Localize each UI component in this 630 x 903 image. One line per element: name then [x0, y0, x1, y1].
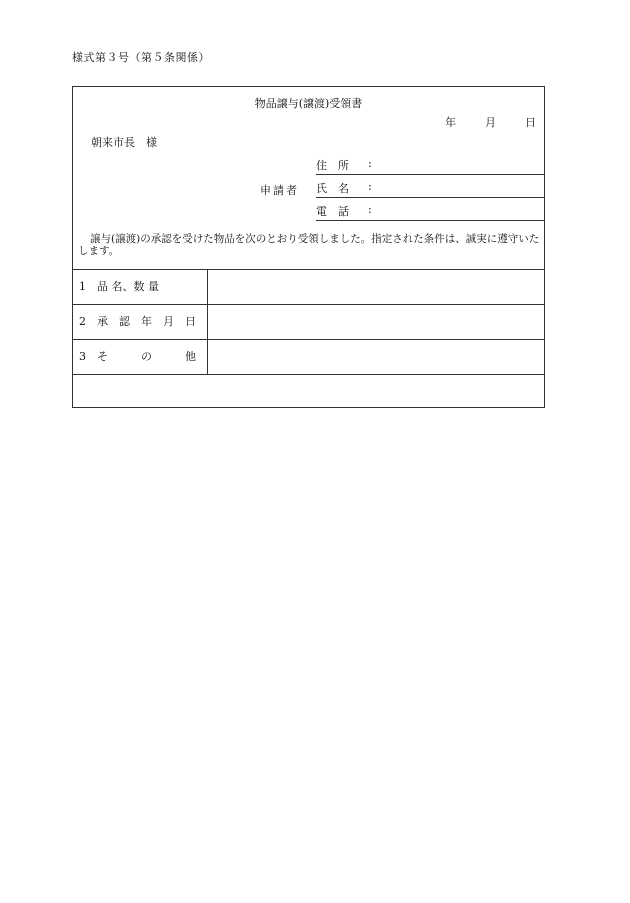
- statement-text: 譲与(譲渡)の承認を受けた物品を次のとおり受領しました。指定された条件は、誠実に遵守いたします。: [78, 233, 540, 257]
- table-row-item-name: [73, 270, 544, 305]
- remarks-row[interactable]: [73, 375, 544, 410]
- form-number-label: 様式第３号（第５条関係）: [72, 51, 210, 64]
- address-value: :: [368, 157, 372, 170]
- name-field[interactable]: [316, 176, 545, 198]
- phone-field[interactable]: [316, 199, 545, 221]
- addressee: 朝来市長 様: [91, 136, 157, 149]
- applicant-role: 申請者: [260, 184, 299, 197]
- address-label: 住 所: [316, 159, 349, 172]
- date-line: [445, 114, 536, 130]
- form-title: 物品譲与(譲渡)受領書: [254, 97, 363, 110]
- approval-date-value[interactable]: [209, 305, 544, 339]
- other-value[interactable]: [209, 340, 544, 374]
- name-label: 氏 名: [316, 182, 349, 195]
- address-field[interactable]: [316, 153, 545, 175]
- approval-date-label: 2 承 認 年 月 日: [73, 305, 208, 339]
- other-label: 3 そ の 他: [73, 340, 208, 374]
- date-month: 月: [485, 116, 496, 129]
- table-row-approval-date: [73, 305, 544, 340]
- table-row-other: [73, 340, 544, 375]
- items-table: [73, 269, 544, 410]
- name-value: :: [368, 180, 372, 193]
- item-name-label: 1 品 名、数 量: [73, 270, 208, 304]
- phone-value: :: [368, 203, 372, 216]
- phone-label: 電 話: [316, 205, 349, 218]
- date-year: 年: [445, 116, 456, 129]
- receipt-form: [72, 86, 545, 408]
- date-day: 日: [525, 116, 536, 129]
- item-name-value[interactable]: [209, 270, 544, 304]
